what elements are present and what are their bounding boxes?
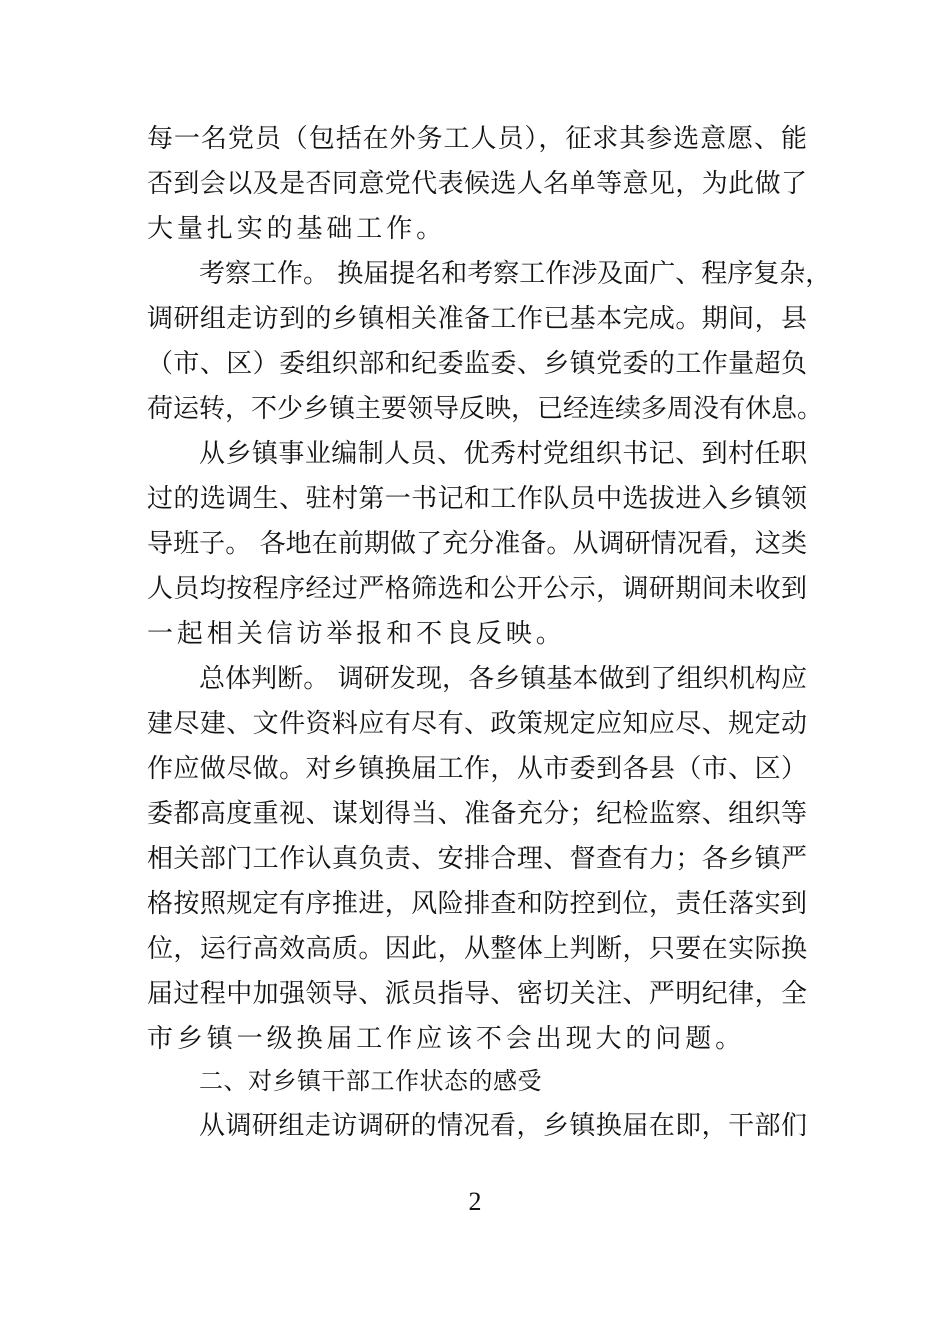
text-line: 格按照规定有序推进，风险排查和防控到位，责任落实到 (147, 889, 807, 919)
text-line: 作应做尽做。对乡镇换届工作，从市委到各县（市、区） (147, 754, 807, 784)
text-line: 从调研组走访调研的情况看，乡镇换届在即，干部们 (199, 1111, 807, 1141)
text-line: 导班子。 各地在前期做了充分准备。从调研情况看，这类 (147, 529, 807, 559)
text-line: 市乡镇一级换届工作应该不会出现大的问题。 (147, 1024, 746, 1054)
text-line: 否到会以及是否同意党代表候选人名单等意见，为此做了 (147, 169, 807, 199)
text-line: 过的选调生、驻村第一书记和工作队员中选拔进入乡镇领 (147, 484, 807, 514)
text-line: 委都高度重视、谋划得当、准备充分；纪检监察、组织等 (147, 799, 807, 829)
text-line: 总体判断。 调研发现，各乡镇基本做到了组织机构应 (199, 664, 807, 694)
text-line: 届过程中加强领导、派员指导、密切关注、严明纪律，全 (147, 979, 807, 1009)
text-line: 一起相关信访举报和不良反映。 (147, 619, 566, 649)
text-line: 荷运转，不少乡镇主要领导反映，已经连续多周没有休息。 (147, 394, 824, 424)
text-line: 从乡镇事业编制人员、优秀村党组织书记、到村任职 (199, 439, 807, 469)
text-line: 考察工作。 换届提名和考察工作涉及面广、程序复杂， (199, 259, 832, 289)
text-line: （市、区）委组织部和纪委监委、乡镇党委的工作量超负 (147, 349, 807, 379)
text-line: 人员均按程序经过严格筛选和公开公示，调研期间未收到 (147, 574, 807, 604)
text-line: 相关部门工作认真负责、安排合理、督查有力；各乡镇严 (147, 844, 807, 874)
text-line: 大量扎实的基础工作。 (147, 214, 447, 244)
text-line: 建尽建、文件资料应有尽有、政策规定应知应尽、规定动 (147, 709, 807, 739)
text-line: 位，运行高效高质。因此，从整体上判断，只要在实际换 (147, 934, 807, 964)
text-line: 每一名党员（包括在外务工人员），征求其参选意愿、能 (147, 124, 807, 154)
page-number: 2 (468, 1187, 482, 1216)
section-heading: 二、对乡镇干部工作状态的感受 (199, 1067, 542, 1095)
text-line: 调研组走访到的乡镇相关准备工作已基本完成。期间，县 (147, 304, 807, 334)
